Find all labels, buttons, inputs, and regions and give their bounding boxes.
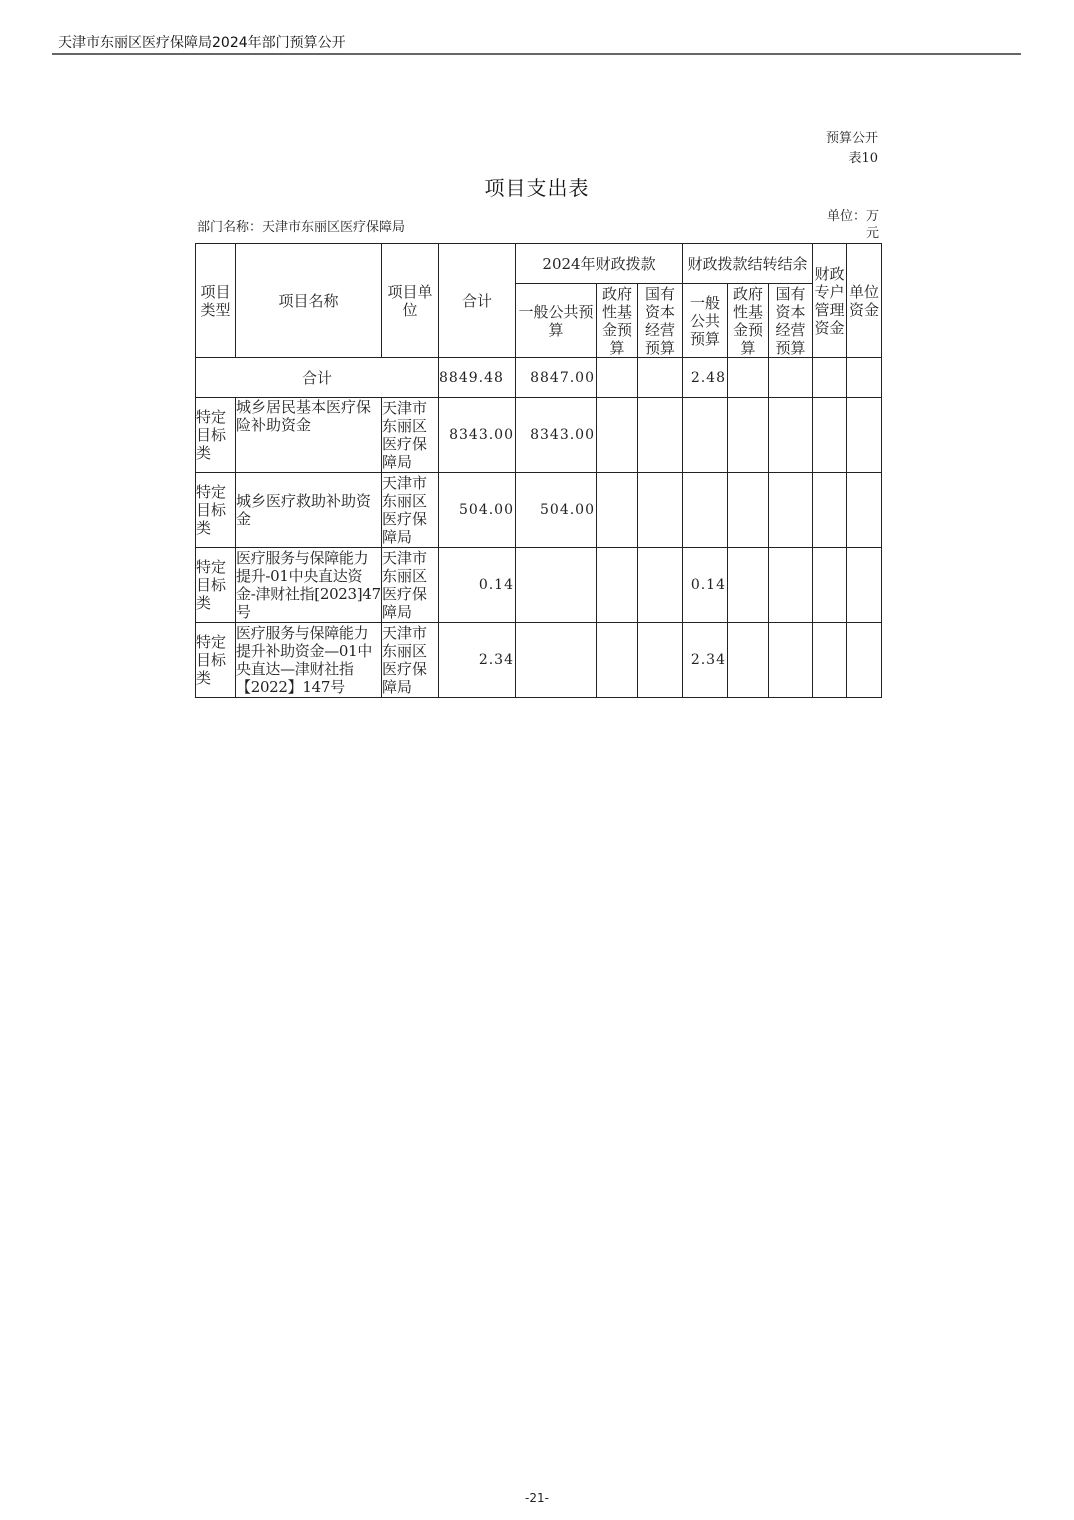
- table-row: [196, 548, 882, 623]
- row-total: 2.34: [439, 623, 516, 698]
- row-name: 城乡居民基本医疗保险补助资金: [236, 398, 382, 473]
- page-number: -21-: [525, 1491, 549, 1505]
- department-name: 部门名称：天津市东丽区医疗保障局: [197, 220, 406, 235]
- row-general: 504.00: [516, 473, 597, 548]
- row-general: [516, 548, 597, 623]
- header-own-funds: 单位资金: [847, 244, 882, 358]
- page-title: 项目支出表: [484, 176, 590, 200]
- total-amount: 8849.48: [439, 358, 516, 398]
- header-carry-state: 国有资本经营预算: [769, 284, 813, 358]
- header-project-type: 项目类型: [196, 244, 236, 358]
- row-name: 医疗服务与保障能力提升补助资金—01中央直达—津财社指【2022】147号: [236, 623, 382, 698]
- row-type: 特定目标类: [196, 548, 236, 623]
- row-name: 城乡医疗救助补助资金: [236, 473, 382, 548]
- header-total: 合计: [439, 244, 516, 358]
- row-total: 8343.00: [439, 398, 516, 473]
- row-total: 504.00: [439, 473, 516, 548]
- row-type: 特定目标类: [196, 473, 236, 548]
- header-divider: [52, 53, 1021, 55]
- row-unit: 天津市东丽区医疗保障局: [382, 398, 439, 473]
- row-carry-general: [683, 473, 728, 548]
- table-row: [196, 398, 882, 473]
- row-general: 8343.00: [516, 398, 597, 473]
- total-general: 8847.00: [516, 358, 597, 398]
- row-type: 特定目标类: [196, 398, 236, 473]
- row-unit: 天津市东丽区医疗保障局: [382, 548, 439, 623]
- total-carry-general: 2.48: [683, 358, 728, 398]
- row-carry-general: 0.14: [683, 548, 728, 623]
- document-header-title: 天津市东丽区医疗保障局2024年部门预算公开: [58, 35, 346, 51]
- header-carry-general: 一般公共预算: [683, 284, 728, 358]
- table-row: [196, 473, 882, 548]
- project-expenditure-table: [195, 243, 882, 698]
- header-special-account: 财政专户管理资金: [813, 244, 847, 358]
- row-type: 特定目标类: [196, 623, 236, 698]
- total-label: 合计: [196, 358, 439, 398]
- row-name: 医疗服务与保障能力提升-01中央直达资金-津财社指[2023]47号: [236, 549, 381, 621]
- row-carry-general: [683, 398, 728, 473]
- table-row: [196, 623, 882, 698]
- row-unit: 天津市东丽区医疗保障局: [382, 473, 439, 548]
- row-general: [516, 623, 597, 698]
- unit-label: 单位：万元: [826, 209, 879, 241]
- header-project-unit: 项目单位: [382, 244, 439, 358]
- table-number: 表10: [848, 151, 878, 166]
- row-unit: 天津市东丽区医疗保障局: [382, 623, 439, 698]
- row-carry-general: 2.34: [683, 623, 728, 698]
- header-project-name: 项目名称: [236, 244, 382, 358]
- header-group-carryover: 财政拨款结转结余: [683, 244, 813, 284]
- header-group-2024: 2024年财政拨款: [516, 244, 683, 284]
- table-total-row: [196, 358, 882, 398]
- header-state-capital: 国有资本经营预算: [638, 284, 683, 358]
- publication-label: 预算公开: [825, 131, 878, 146]
- header-general-budget: 一般公共预算: [516, 284, 597, 358]
- header-carry-fund: 政府性基金预算: [728, 284, 769, 358]
- row-total: 0.14: [439, 548, 516, 623]
- header-gov-fund: 政府性基金预算: [597, 284, 638, 358]
